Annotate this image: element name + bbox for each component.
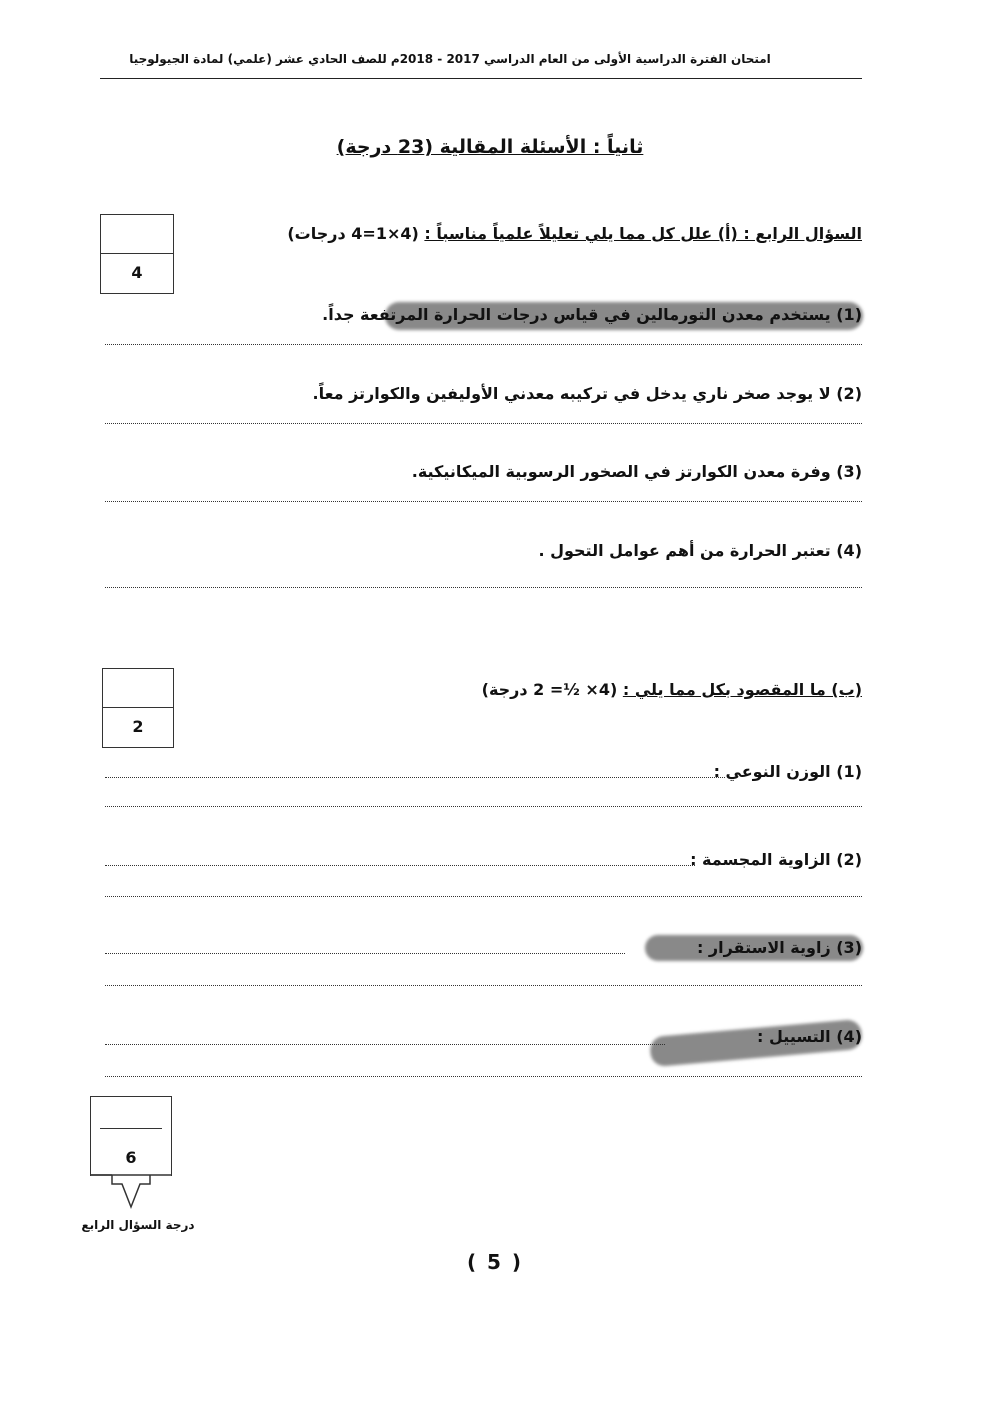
answer-line [105,896,862,897]
answer-line [105,587,862,588]
section-title: ثانياً : الأسئلة المقالية (23 درجة) [336,136,644,158]
answer-line [105,423,862,424]
exam-header: امتحان الفترة الدراسية الأولى من العام الدراسي 2017 - 2018م للصف الحادي عشر (علمي) لمادة الجيولوجيا [129,52,771,66]
question-b-item-2: (2) الزاوية المجسمة : [690,850,862,869]
question-a-item-2: (2) لا يوجد صخر ناري يدخل في تركيبه معدني الأوليفين والكوارتز معاً. [312,384,862,403]
answer-line [105,985,862,986]
total-score-value: 6 [125,1148,137,1167]
answer-line [105,1076,862,1077]
question-b-item-4: (4) التسييل : [757,1027,862,1046]
score-box-value: 4 [131,263,143,282]
score-box-blank [101,215,173,254]
page-number: ( 5 ) [466,1250,524,1274]
answer-line [105,777,725,778]
answer-line [105,1044,665,1045]
answer-line [105,806,862,807]
score-box-value: 2 [132,717,144,736]
score-box-blank [103,669,173,708]
answer-line [105,865,695,866]
question-a-title: السؤال الرابع : (أ) علل كل مما يلي تعليلاً علمياً مناسباً : [424,224,862,243]
question-b-heading [482,680,862,699]
answer-line [105,344,862,345]
question-b-marks: (4× ½= 2 درجة) [481,680,618,699]
answer-line [105,953,625,954]
down-arrow-icon [88,1174,174,1210]
header-divider [100,78,862,79]
question-a-item-3: (3) وفرة معدن الكوارتز في الصخور الرسوبية الميكانيكية. [411,462,862,481]
total-score-divider [100,1128,162,1129]
question-b-title: (ب) ما المقصود بكل مما يلي : [622,680,862,699]
question-a-heading [287,224,862,243]
answer-line [105,501,862,502]
score-box-part-a [100,214,174,294]
score-box-part-b [102,668,174,748]
question-b-item-3: (3) زاوية الاستقرار : [696,938,862,957]
question-b-item-1: (1) الوزن النوعي : [713,762,862,781]
question-a-item-4: (4) تعتبر الحرارة من أهم عوامل التحول . [538,541,862,560]
total-score-label: درجة السؤال الرابع [81,1218,195,1232]
question-a-marks: (4×1=4 درجات) [287,224,419,243]
question-a-item-1: (1) يستخدم معدن التورمالين في قياس درجات الحرارة المرتفعة جداً. [322,305,862,324]
